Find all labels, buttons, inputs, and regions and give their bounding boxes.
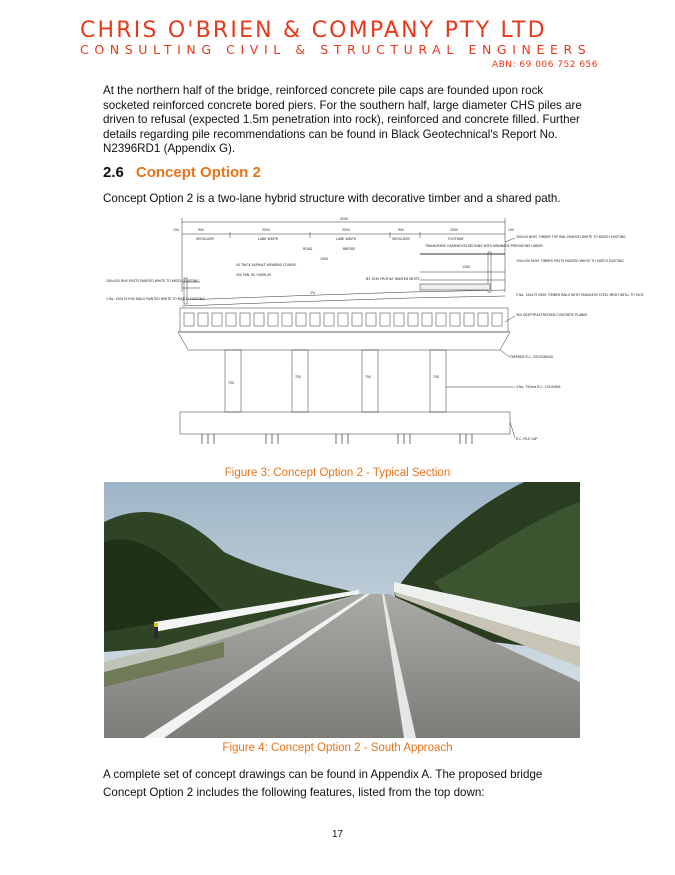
plank-void: [380, 313, 390, 326]
note-mid: B3 1030 PROFILE PAINTED WHITE: [366, 277, 420, 281]
note-right: 2 No. 150x75 NOM. TIMBER RAILS WITH STAINLESS STEEL MESH INFILL TO FACE: [516, 293, 644, 297]
figure-3-caption: Figure 3: Concept Option 2 - Typical Section: [224, 467, 451, 479]
top-dim: 3500: [342, 228, 351, 232]
plank-void: [394, 313, 404, 326]
closing-paragraph: [103, 766, 583, 802]
column: [362, 350, 378, 412]
note-right: 150x150 NOM. TIMBER POSTS PAINTED WHITE TO MATCH EXISTING: [516, 259, 624, 263]
south-approach-photo: [104, 482, 580, 738]
plank-void: [296, 313, 306, 326]
figure-4-caption: Figure 4: Concept Option 2 - South Approach: [222, 742, 453, 754]
note-mid: TRANSVERSE HARDWOOD DECKING WITH DRAINAGE PROVISIONS UNDER: [425, 244, 543, 248]
company-abn: ABN: 69 006 752 656: [491, 60, 598, 70]
top-dim: 900: [198, 228, 205, 232]
note-mid: 200 MIN. RC OVERLAY: [236, 273, 272, 277]
column-dim: 750: [295, 375, 302, 379]
plank-void: [422, 313, 432, 326]
note-right: TAPERED R.C. CROSSHEAD: [510, 355, 553, 359]
top-dim: 2500: [450, 228, 459, 232]
top-dim: 3500: [262, 228, 271, 232]
closing-line: Concept Option 2 includes the following features, listed from the top down:: [103, 786, 485, 799]
plank-void: [268, 313, 278, 326]
intro-line: driven to refusal (expected 1.5m penetration into rock), reinforced and concrete filled. Further: [103, 113, 580, 127]
note-mid: 40 THICK ASPHALT WEARING COURSE: [236, 263, 297, 267]
intro-line: socketed reinforced concrete bored piers. For the southern half, large diameter CHS piles are: [103, 98, 582, 112]
section-heading: [103, 164, 261, 181]
intro-line: At the northern half of the bridge, reinforced concrete pile caps are founded upon rock: [103, 84, 544, 97]
plank-void: [450, 313, 460, 326]
top-dim: 150: [173, 228, 180, 232]
company-name: CHRIS O'BRIEN & COMPANY PTY LTD: [80, 18, 547, 43]
top-dim: 900: [398, 228, 405, 232]
plank-void: [310, 313, 320, 326]
note-left: 2 No. 150x75 RHS RAILS PAINTED WHITE TO MATCH EXISTING: [106, 297, 205, 301]
plank-void: [198, 313, 208, 326]
plank-voids: [184, 313, 502, 326]
section-intro: Concept Option 2 is a two-lane hybrid structure with decorative timber and a shared path.: [103, 192, 561, 205]
section-number: 2.6: [103, 164, 124, 181]
plank-void: [226, 313, 236, 326]
crosshead: [178, 332, 510, 350]
section-title: Concept Option 2: [135, 164, 261, 181]
column: [292, 350, 308, 412]
company-subtitle: CONSULTING CIVIL & STRUCTURAL ENGINEERS: [80, 42, 592, 57]
intro-line: details regarding pile recommendations can be found in Black Geotechnical's Report No.: [103, 127, 558, 141]
deck-planks: [180, 308, 508, 332]
note-right: 300x50 NOM. TIMBER TOP RAIL PAINTED WHITE TO MATCH EXISTING: [516, 235, 626, 239]
top-label: SHOULDER: [392, 237, 410, 241]
column-dim: 750: [433, 375, 440, 379]
top-label: SHOULDER: [196, 237, 214, 241]
fall-note: 2%: [310, 291, 316, 295]
plank-void: [408, 313, 418, 326]
closing-line: A complete set of concept drawings can be found in Appendix A. The proposed bridge: [103, 768, 543, 781]
plank-void: [212, 313, 222, 326]
top-label: LANE WIDTH: [258, 237, 279, 241]
column-dim: 750: [228, 381, 235, 385]
plank-void: [282, 313, 292, 326]
plank-void: [464, 313, 474, 326]
overall-dim-label: 5200: [340, 217, 349, 221]
note-left: 200x200 RHS POSTS PAINTED WHITE TO MATCH EXISTING: [106, 279, 199, 283]
note-right: R.C. PILE CAP: [516, 437, 538, 441]
page-number: 17: [331, 829, 344, 840]
pile-cap: [180, 412, 510, 434]
centreline-label: BRIDGE: [343, 247, 356, 251]
crossfall-dim: 1500: [320, 257, 329, 261]
plank-void: [324, 313, 334, 326]
deck-surface: [182, 290, 505, 300]
plank-void: [492, 313, 502, 326]
intro-line: N2396RD1 (Appendix G).: [103, 142, 236, 156]
plank-void: [254, 313, 264, 326]
note-right: 4 No. 750dia R.C. COLUMNS: [516, 385, 561, 389]
typical-section-drawing: [106, 212, 644, 462]
top-label: LANE WIDTH: [336, 237, 357, 241]
plank-void: [184, 313, 194, 326]
top-label: FOOTWAY: [448, 237, 464, 241]
top-dim: 150: [508, 228, 515, 232]
plank-void: [338, 313, 348, 326]
piles: [202, 434, 472, 444]
plank-void: [352, 313, 362, 326]
column: [430, 350, 446, 412]
plank-void: [478, 313, 488, 326]
rail-height-dim: 1200: [462, 265, 471, 269]
column-dim: 750: [365, 375, 372, 379]
note-right: 500 DEEP PRESTRESSED CONCRETE PLANKS: [516, 313, 588, 317]
plank-void: [366, 313, 376, 326]
plank-void: [436, 313, 446, 326]
centreline-label: ROAD: [303, 247, 313, 251]
plank-void: [240, 313, 250, 326]
intro-paragraph: [103, 84, 583, 157]
